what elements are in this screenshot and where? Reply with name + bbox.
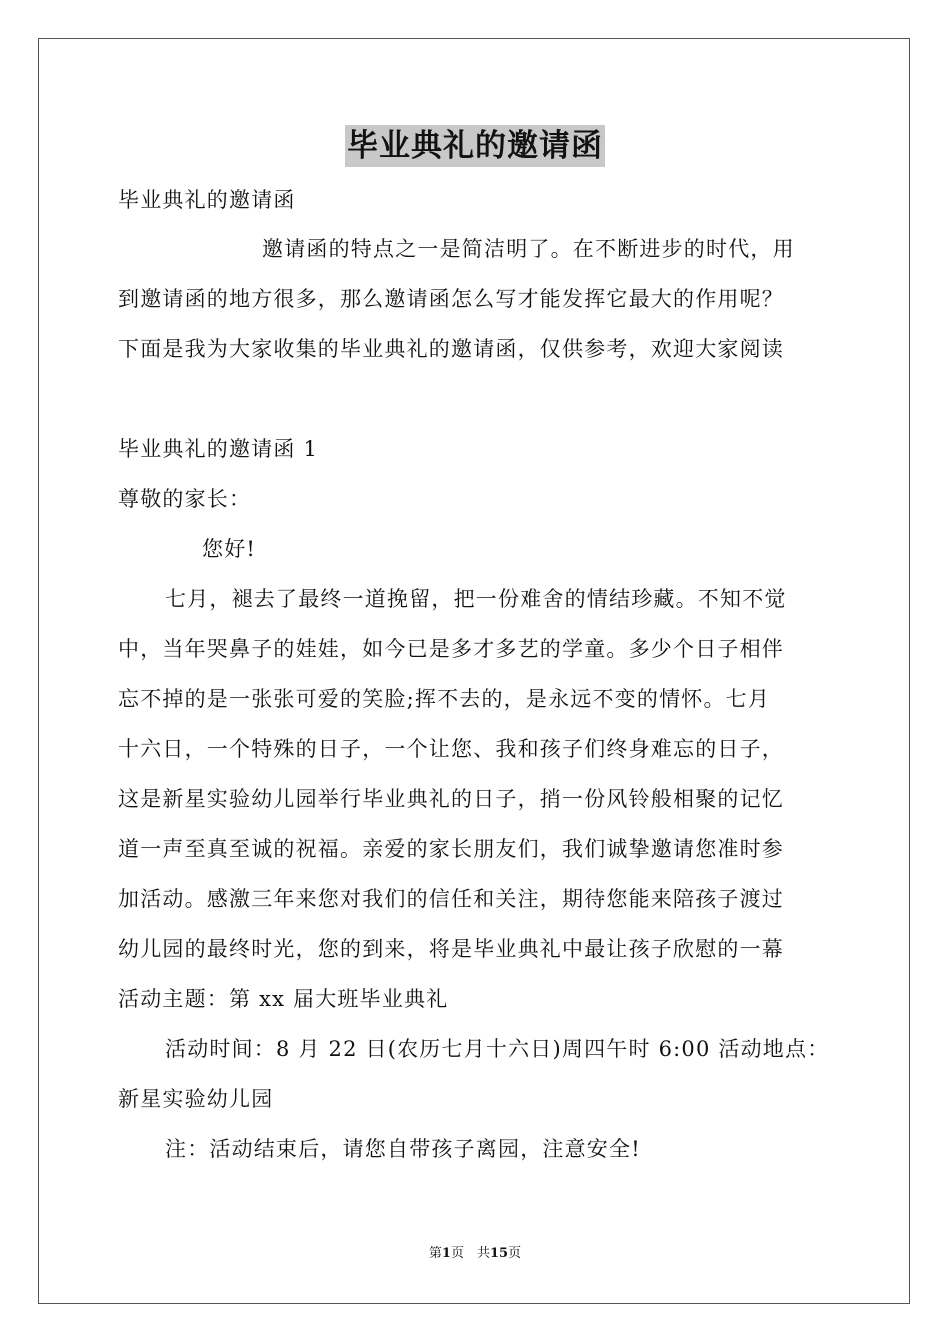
- title-container: [0, 125, 950, 167]
- body-line-6: 道一声至真至诚的祝福。亲爱的家长朋友们，我们诚挚邀请您准时参: [118, 837, 784, 861]
- event-location: 新星实验幼儿园: [118, 1087, 274, 1111]
- body-line-5: 这是新星实验幼儿园举行毕业典礼的日子，捎一份风铃般相聚的记忆: [118, 787, 784, 811]
- page-footer: [0, 1245, 950, 1263]
- page-border: [38, 38, 910, 1304]
- salutation: 尊敬的家长：: [118, 487, 252, 511]
- event-time: 活动时间：8 月 22 日(农历七月十六日)周四午时 6:00 活动地点：: [165, 1037, 830, 1061]
- body-line-3: 忘不掉的是一张张可爱的笑脸;挥不去的，是永远不变的情怀。七月: [118, 687, 771, 711]
- section-heading: 毕业典礼的邀请函 1: [118, 437, 319, 461]
- subtitle-line: 毕业典礼的邀请函: [118, 188, 296, 212]
- body-line-1: 七月，褪去了最终一道挽留，把一份难舍的情结珍藏。不知不觉: [165, 587, 787, 611]
- event-note: 注：活动结束后，请您自带孩子离园，注意安全!: [165, 1137, 641, 1161]
- page-current: 1: [441, 1246, 451, 1261]
- greeting: 您好!: [202, 537, 257, 561]
- intro-line-3: 下面是我为大家收集的毕业典礼的邀请函，仅供参考，欢迎大家阅读: [118, 337, 784, 361]
- page-suffix: 页: [508, 1246, 522, 1261]
- page-mid: 页 共: [450, 1246, 490, 1261]
- event-theme: 活动主题：第 xx 届大班毕业典礼: [118, 987, 449, 1011]
- body-line-7: 加活动。感激三年来您对我们的信任和关注，期待您能来陪孩子渡过: [118, 887, 784, 911]
- page-prefix: 第: [428, 1246, 442, 1261]
- intro-line-1: 邀请函的特点之一是简洁明了。在不断进步的时代，用: [262, 237, 795, 261]
- document-title: 毕业典礼的邀请函: [345, 125, 605, 167]
- body-line-8: 幼儿园的最终时光，您的到来，将是毕业典礼中最让孩子欣慰的一幕: [118, 937, 784, 961]
- body-line-4: 十六日，一个特殊的日子，一个让您、我和孩子们终身难忘的日子，: [118, 737, 784, 761]
- body-line-2: 中，当年哭鼻子的娃娃，如今已是多才多艺的学童。多少个日子相伴: [118, 637, 784, 661]
- intro-line-2: 到邀请函的地方很多，那么邀请函怎么写才能发挥它最大的作用呢？: [118, 287, 784, 311]
- page-total: 15: [489, 1246, 509, 1261]
